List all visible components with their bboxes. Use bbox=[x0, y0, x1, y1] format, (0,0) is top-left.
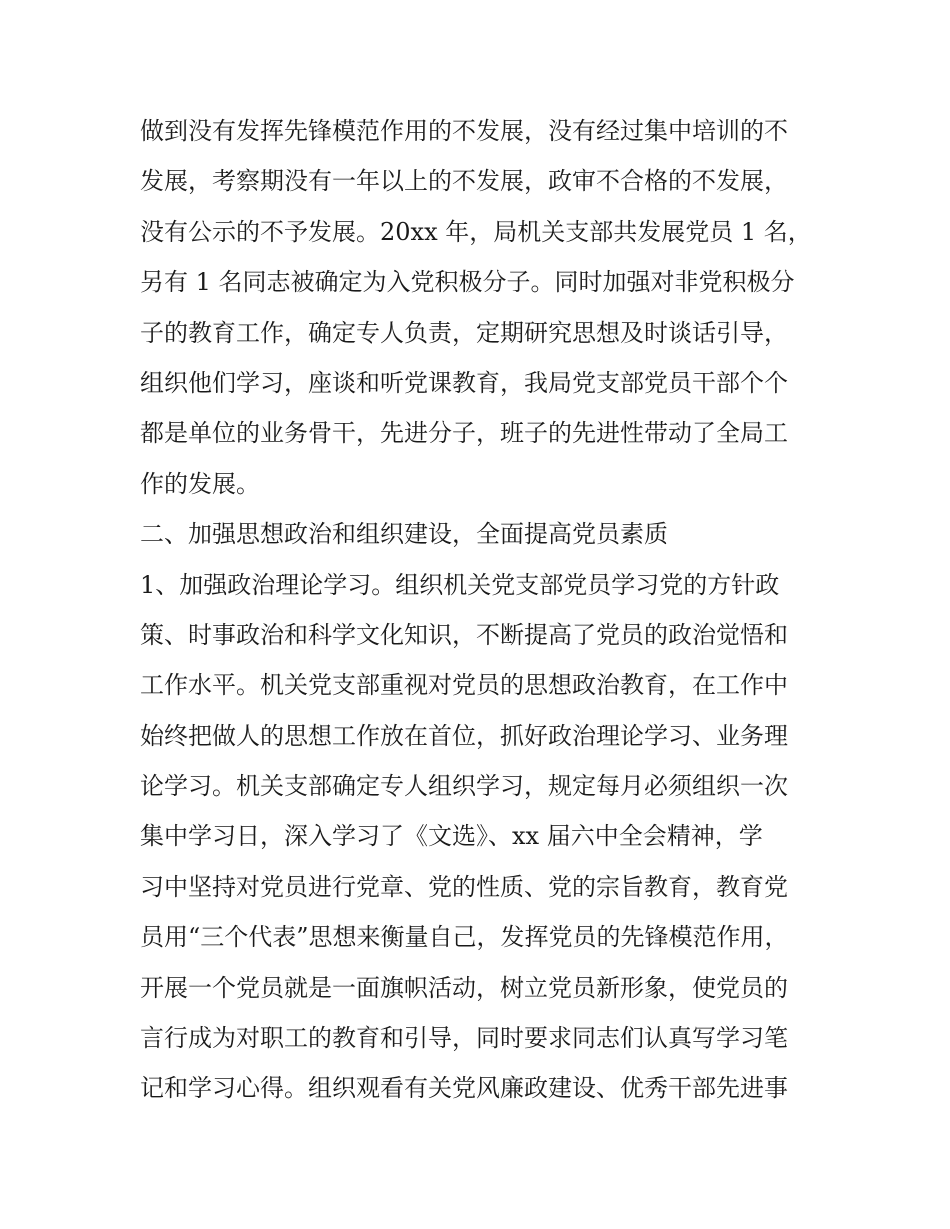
text-line: 开展一个党员就是一面旗帜活动，树立党员新形象，使党员的 bbox=[140, 973, 788, 1002]
text-line: 作的发展。 bbox=[140, 469, 260, 498]
text-line: 策、时事政治和科学文化知识，不断提高了党员的政治觉悟和 bbox=[140, 620, 788, 649]
text-line: 员用“三个代表”思想来衡量自己，发挥党员的先锋模范作用， bbox=[140, 923, 789, 952]
text-line: 集中学习日，深入学习了《文选》、xx 届六中全会精神，学 bbox=[140, 822, 763, 851]
text-line: 组织他们学习，座谈和听党课教育，我局党支部党员干部个个 bbox=[140, 368, 788, 397]
text-line: 1、加强政治理论学习。组织机关党支部党员学习党的方针政 bbox=[140, 570, 780, 599]
text-line: 没有公示的不予发展。20xx 年，局机关支部共发展党员 1 名， bbox=[140, 217, 812, 246]
text-line: 子的教育工作，确定专人负责，定期研究思想及时谈话引导， bbox=[140, 318, 788, 347]
section-heading: 二、加强思想政治和组织建设，全面提高党员素质 bbox=[140, 520, 668, 549]
text-line: 都是单位的业务骨干，先进分子，班子的先进性带动了全局工 bbox=[140, 419, 788, 448]
document-body bbox=[140, 106, 820, 1114]
text-line: 发展，考察期没有一年以上的不发展，政审不合格的不发展， bbox=[140, 167, 788, 196]
text-line: 工作水平。机关党支部重视对党员的思想政治教育，在工作中 bbox=[140, 671, 788, 700]
text-line: 记和学习心得。组织观看有关党风廉政建设、优秀干部先进事 bbox=[140, 1074, 788, 1103]
text-line: 另有 1 名同志被确定为入党积极分子。同时加强对非党积极分 bbox=[140, 268, 795, 297]
text-line: 始终把做人的思想工作放在首位，抓好政治理论学习、业务理 bbox=[140, 721, 788, 750]
text-line: 论学习。机关支部确定专人组织学习，规定每月必须组织一次 bbox=[140, 772, 788, 801]
text-line: 习中坚持对党员进行党章、党的性质、党的宗旨教育，教育党 bbox=[140, 872, 788, 901]
text-line: 做到没有发挥先锋模范作用的不发展，没有经过集中培训的不 bbox=[140, 117, 788, 145]
text-line: 言行成为对职工的教育和引导，同时要求同志们认真写学习笔 bbox=[140, 1024, 788, 1053]
